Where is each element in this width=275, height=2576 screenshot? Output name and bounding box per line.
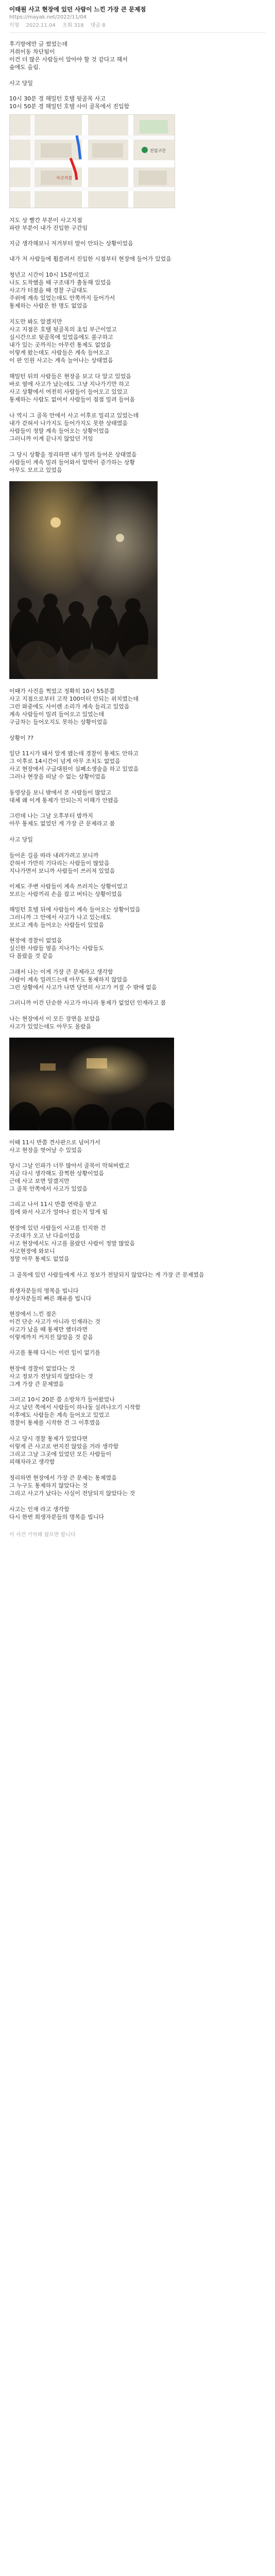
post-views: 조회 318 [62,23,84,28]
section-19 [0,1365,275,1427]
text-line: 이 판 인원 사고는 계속 늘어나는 상태였음 [9,357,113,364]
map-station-label: 진입구간 [150,148,166,153]
text-line: 지금 생각해보니 저거부터 말이 안되는 상황이었음 [9,240,133,247]
text-line: 이건 더 많은 사람들이 알아야 할 것 같다고 해서 [9,56,128,63]
text-line: 그러니까 그 안에서 사고가 나고 있는데도 [9,914,112,921]
text-line: 사고가 터졌을 때 경찰 구급대도 [9,287,88,294]
text-line: 사고 당일 [9,80,33,87]
section-0 [0,40,275,71]
text-line [9,1302,266,1310]
map-svg [10,115,175,208]
post-date: 2022.11.04 [26,23,56,28]
text-line: 이렇게 왔는데도 사람들은 계속 들어오고 [9,349,110,356]
post-footer [0,1521,275,1538]
section-17 [0,1271,275,1279]
text-line [9,232,266,240]
text-line: 통제하는 사람은 한 명도 없었음 [9,302,88,309]
text-line: 집에 와서 사고가 얼마나 컸는지 알게 됨 [9,1209,108,1215]
text-line: 사고 지점은 호텔 뒷골목의 초입 부근이었고 [9,326,117,333]
text-line: 사고 났던 쪽에서 사람들이 하나둘 실려나오기 시작함 [9,1404,141,1411]
text-line [9,991,266,999]
text-line: 사고 현장에서 구급대원이 심폐소생술을 하고 있었음 [9,766,139,772]
text-line: 정말 아무 통제도 없었음 [9,1256,70,1262]
text-line: 사고 정보가 전달되지 않았다는 것 [9,1373,93,1380]
text-line: 동영상을 보니 밖에서 본 사람들이 많았고 [9,789,112,796]
text-line: 파란 부분이 내가 진입한 구간임 [9,225,88,231]
text-line: 사고 지점으로부터 고작 100미터 안되는 위치였는데 [9,696,139,702]
section-16 [0,1224,275,1263]
text-line: 부상자분들의 빠른 쾌유를 빕니다 [9,1295,92,1302]
text-line: 다 몰랐을 것 같음 [9,953,53,959]
text-line: 사고 당일 [9,836,33,843]
post-title: 이태원 사고 현장에 있던 사람이 느낀 가장 큰 문제점 [9,6,146,13]
text-line: 현장에서 느낀 점은 [9,1311,57,1317]
text-line [9,742,266,750]
section-8 [0,687,275,726]
text-line: 내가 저 사람들에 휩쓸려서 진입한 시점부터 현장에 들어가 있었음 [9,256,171,262]
text-line: 이후에도 사람들은 계속 들어오고 있었고 [9,1412,110,1418]
section-21 [0,1474,275,1497]
text-line: 내가 갇혀서 나가지도 들어가지도 못한 상태였음 [9,420,128,427]
text-line: 사고 상황에서 여전히 사람들이 들어오고 있었고 [9,388,128,395]
text-line: 모르는 사람끼리 손을 잡고 버티는 상황이었음 [9,891,123,897]
text-line: 갇혀서 가만히 기다리는 사람들이 많았음 [9,860,110,867]
text-line: 그게 가장 큰 문제였음 [9,1381,64,1387]
section-9 [0,734,275,781]
text-line: 그런데 나는 그날 오후부터 밤까지 [9,812,93,819]
text-line: 희생자분들의 명복을 빕니다 [9,1287,79,1294]
photo-1 [9,481,158,679]
text-line: 사고 당시 경찰 통제가 있었다면 [9,1435,88,1442]
text-line: 들어온 길을 따라 내려가려고 보니까 [9,852,99,859]
section-6 [0,412,275,443]
text-line [9,1154,266,1162]
text-line [9,898,266,906]
section-7 [0,451,275,474]
text-line: 사고 현장을 벗어날 수 있었음 [9,1147,82,1154]
text-line: 그러니까 이건 단순한 사고가 아니라 통제가 없었던 인재라고 봄 [9,999,166,1006]
text-line [9,875,266,883]
section-20 [0,1435,275,1466]
text-line [9,1388,266,1396]
section-10 [0,789,275,827]
text-line: 피해자라고 생각함 [9,1459,55,1465]
text-line: 상황이 ?? [9,735,34,741]
text-line: 다시 한번 희생자분들의 명복을 빕니다 [9,1514,105,1520]
text-line: 현장에 있던 사람들이 사고를 인지한 건 [9,1225,106,1231]
text-line: 통제하는 사람도 없어서 사람들이 점점 밀려 들어옴 [9,396,135,403]
text-line: 사고 현장에서도 사고를 몰랐던 사람이 정말 많았음 [9,1240,135,1247]
text-line: 근데 사고 보면 알겠지만 [9,1178,70,1184]
section-15 [0,1139,275,1216]
photo-1-crowd [9,481,158,679]
text-line: 모르고 계속 들어오는 사람들이 있었음 [9,922,105,928]
text-line: 그런 상황에서 사고가 나면 당연히 사고가 커질 수 밖에 없음 [9,984,157,991]
text-line: 거취이동 차단됨이 [9,48,55,55]
text-line [9,929,266,937]
text-line: 그리고 나서 11시 반쯤 연락을 받고 [9,1201,97,1208]
section-4 [0,318,275,364]
text-line: 그런 와중에도 사이렌 소리가 계속 들리고 있었음 [9,703,130,710]
text-line: 10시 50분 경 해밀턴 호텔 사이 골목에서 진입함 [9,103,130,110]
text-line: 그리고 그날 그곳에 있었던 모든 사람들이 [9,1451,112,1458]
text-line: 지나가면서 보니까 사람들이 쓰러져 있었음 [9,868,115,874]
section-1 [0,79,275,110]
text-line: 사고는 인재 라고 생각함 [9,1506,70,1513]
text-line: 바로 옆에 사고가 났는데도 그냥 지나가기만 하고 [9,381,130,387]
text-line: 그러니까 이게 끝나지 않았던 거임 [9,435,93,442]
text-line: 아무 통제도 없었던 게 가장 큰 문제라고 봄 [9,820,115,827]
text-line: 그러고 10시 20분 쯤 소방차가 들어왔었나 [9,1396,115,1403]
post-comments[interactable]: 댓글 8 [90,23,106,28]
text-line: 당시 그날 인파가 너무 많아서 골목이 막혀버렸고 [9,1162,130,1169]
text-line: 사고가 났을 때 통제만 했더라면 [9,1326,88,1333]
text-line: 이때 11시 반쯤 견사판으로 넘어가서 [9,1139,100,1146]
map-image [9,114,175,208]
text-line [9,87,266,95]
text-line: 내가 있는 곳까지는 아무런 통제도 없었음 [9,342,112,348]
text-line: 10시 30분 경 해밀턴 호텔 뒷골목 사고 [9,95,106,102]
text-line: 주위에 계속 있었는데도 안쪽까지 들어가서 [9,295,115,301]
text-line [9,247,266,255]
text-line: 나는 현장에서 이 모든 장면을 보았음 [9,1015,100,1022]
section-5 [0,372,275,403]
text-line [9,804,266,812]
text-line: 사람이 계속 밀려드는데 아무도 통제하지 않았음 [9,976,128,983]
text-line: 현장에 경찰이 없었다는 것 [9,1365,75,1372]
post-url[interactable]: https://mayak.net/2022/11/04 [9,14,87,20]
text-line: 그 골목 안쪽에서 사고가 있었음 [9,1185,88,1192]
map-accident-label: 사고지점 [56,176,72,180]
photo-3-street [9,1038,174,1130]
text-line: 지도만 봐도 알겠지만 [9,318,62,325]
text-line: 그 골목에 있던 사람들에게 사고 정보가 전달되지 않았다는 게 가장 큰 문제였음 [9,1272,204,1278]
text-line: 그러나 현장을 떠날 수 없는 상황이었음 [9,773,106,780]
text-line: 사고를 통해 다시는 이런 일이 없기를 [9,1349,100,1356]
photo-3 [9,1038,174,1130]
text-line: 숲에도 올림. [9,64,41,71]
text-line: 정리하면 현장에서 가장 큰 문제는 통제였음 [9,1475,117,1481]
text-line: 청년고 시간이 10시 15분이었고 [9,272,90,278]
section-22 [0,1505,275,1521]
text-line: 이때가 사진을 찍었고 정확히 10시 55분쯤 [9,688,115,694]
text-line: 사람들이 계속 밀려 들어와서 압박이 증가하는 상황 [9,459,135,466]
text-line: 실시간으로 뒷골목에 있었음에도 불구하고 [9,334,113,341]
section-12 [0,852,275,960]
text-line: 그리고 사고가 났다는 사실이 전달되지 않았다는 것 [9,1490,135,1497]
section-2 [0,216,275,263]
post-header [0,0,275,28]
text-line: 지도 상 빨간 부분이 사고지점 [9,217,82,224]
text-line: 나도 도착했을 때 구조대가 출동해 있었음 [9,279,112,286]
text-line: 그 누구도 통제하지 않았다는 것 [9,1482,88,1489]
text-line: 이제도 주변 사람들이 계속 쓰러지는 상황이었고 [9,883,128,890]
footer-text: 이 사건 기억해 줬으면 합니다 [9,1532,76,1538]
text-line: 경찰이 통제를 시작한 건 그 이후였음 [9,1419,100,1426]
text-line: 일단 11시가 돼서 알게 됐는데 경찰이 통제도 안하고 [9,750,139,757]
text-line: 사람들이 정말 계속 들어오는 상황이었음 [9,428,110,434]
text-line: 그 이후로 14시간이 넘게 아무 조치도 없었음 [9,758,121,765]
section-14 [0,1015,275,1030]
text-line [9,1193,266,1200]
text-line: 실신한 사람들 옆을 지나가는 사람들도 [9,945,105,952]
text-line: 대체 왜 이게 통제가 안되는지 이해가 안됐음 [9,797,119,804]
text-line: 이건 단순 사고가 아니라 인재라는 것 [9,1318,100,1325]
text-line: 구조대가 오고 난 다음이었음 [9,1232,81,1239]
text-line: 사고가 있었는데도 아무도 몰랐음 [9,1023,92,1030]
text-line: 이렇게 큰 사고로 번지진 않았을 거라 생각함 [9,1443,119,1450]
text-line [9,1341,266,1349]
section-18 [0,1287,275,1357]
post-author: 익명 [9,23,20,28]
header-divider [9,32,266,33]
section-11 [0,836,275,843]
text-line: 해밀턴 뒤의 사람들은 현장을 보고 다 알고 있었음 [9,373,131,380]
text-line: 현장에 경찰이 없었음 [9,937,62,944]
text-line: 지금 다시 생각해도 끔찍한 상황이었음 [9,1170,105,1177]
text-line: 그래서 나는 이게 가장 큰 문제라고 생각함 [9,969,113,975]
text-line: 구급차는 들어오지도 못하는 상황이었음 [9,719,108,725]
text-line: 해밀턴 호텔 뒤에 사람들이 계속 들어오는 상황이었음 [9,906,141,913]
text-line: 그 당시 상황을 정리하면 내가 밀려 들어온 상태였음 [9,451,137,458]
section-3 [0,271,275,310]
text-line: 이렇게까지 커지진 않았을 것 같음 [9,1334,93,1341]
post-meta [9,21,266,28]
text-line: 사고현장에 와보니 [9,1248,55,1255]
text-line: 계속 사람들이 밀려 들어오고 있었는데 [9,711,105,718]
section-13 [0,968,275,1007]
text-line: 나 역시 그 골목 안에서 사고 이후로 밀리고 있었는데 [9,412,139,419]
text-line: 후기방에만 글 썼었는데 [9,41,68,47]
text-line: 아무도 모르고 있었음 [9,467,62,473]
